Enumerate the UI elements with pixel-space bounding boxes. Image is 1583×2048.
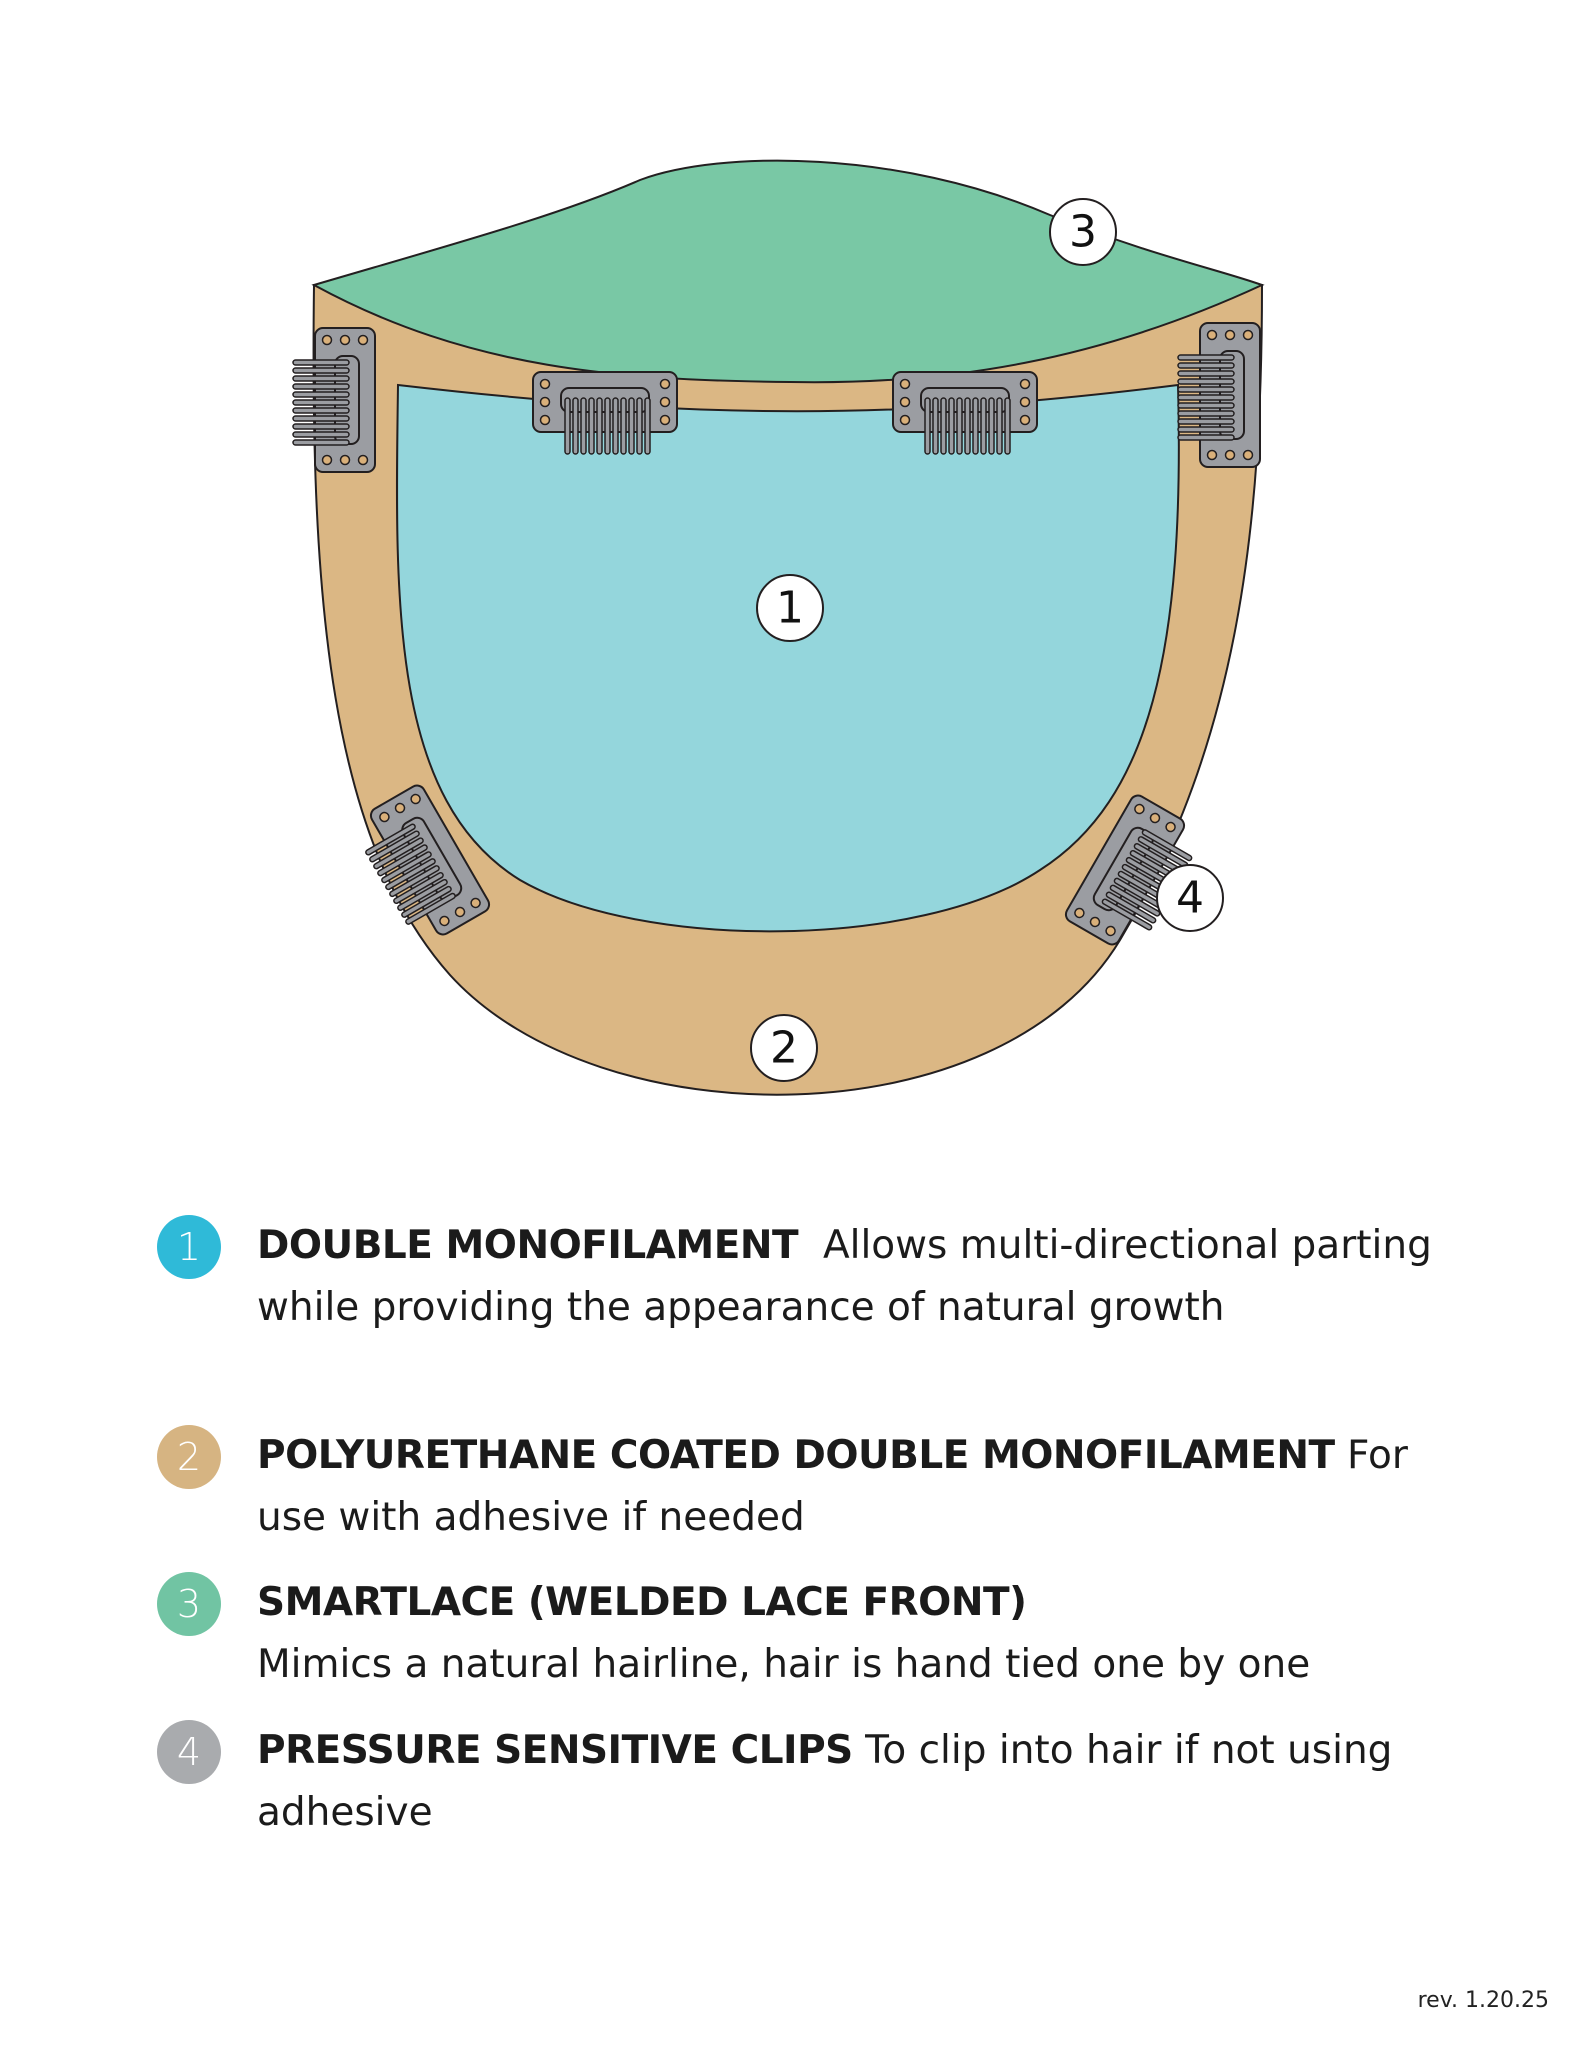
callout-1 — [757, 575, 823, 641]
legend-badge-2: 2 — [157, 1425, 221, 1489]
legend-text-1 — [257, 1215, 1437, 1339]
callout-4 — [1157, 865, 1223, 931]
legend-badge-1: 1 — [157, 1215, 221, 1279]
callout-2 — [751, 1015, 817, 1081]
legend-text-4 — [257, 1720, 1437, 1844]
legend-text-3 — [257, 1572, 1437, 1696]
legend-badge-4: 4 — [157, 1720, 221, 1784]
legend-description-2: For use with adhesive if needed — [257, 1433, 1408, 1540]
clip-top-left — [293, 328, 375, 472]
legend-term-1: DOUBLE MONOFILAMENT — [257, 1223, 799, 1268]
legend-description-3: Mimics a natural hairline, hair is hand tied one by one — [257, 1642, 1311, 1687]
callout-1-label: 1 — [776, 582, 804, 634]
legend-term-4: PRESSURE SENSITIVE CLIPS — [257, 1728, 853, 1773]
legend-description-1: Allows multi-directional parting while providing the appearance of natural growth — [257, 1223, 1432, 1330]
callout-3 — [1050, 199, 1116, 265]
legend-description-4: To clip into hair if not using adhesive — [257, 1728, 1393, 1835]
revision-label: rev. 1.20.25 — [1417, 1988, 1549, 2013]
zone-1-double-monofilament — [397, 385, 1179, 931]
legend-text-2 — [257, 1425, 1437, 1549]
legend-badge-3: 3 — [157, 1572, 221, 1636]
callout-4-label: 4 — [1176, 872, 1204, 924]
legend-term-3: SMARTLACE (WELDED LACE FRONT) — [257, 1580, 1027, 1625]
legend-term-2: POLYURETHANE COATED DOUBLE MONOFILAMENT — [257, 1433, 1335, 1478]
callout-3-label: 3 — [1069, 206, 1097, 258]
callout-2-label: 2 — [770, 1022, 798, 1074]
